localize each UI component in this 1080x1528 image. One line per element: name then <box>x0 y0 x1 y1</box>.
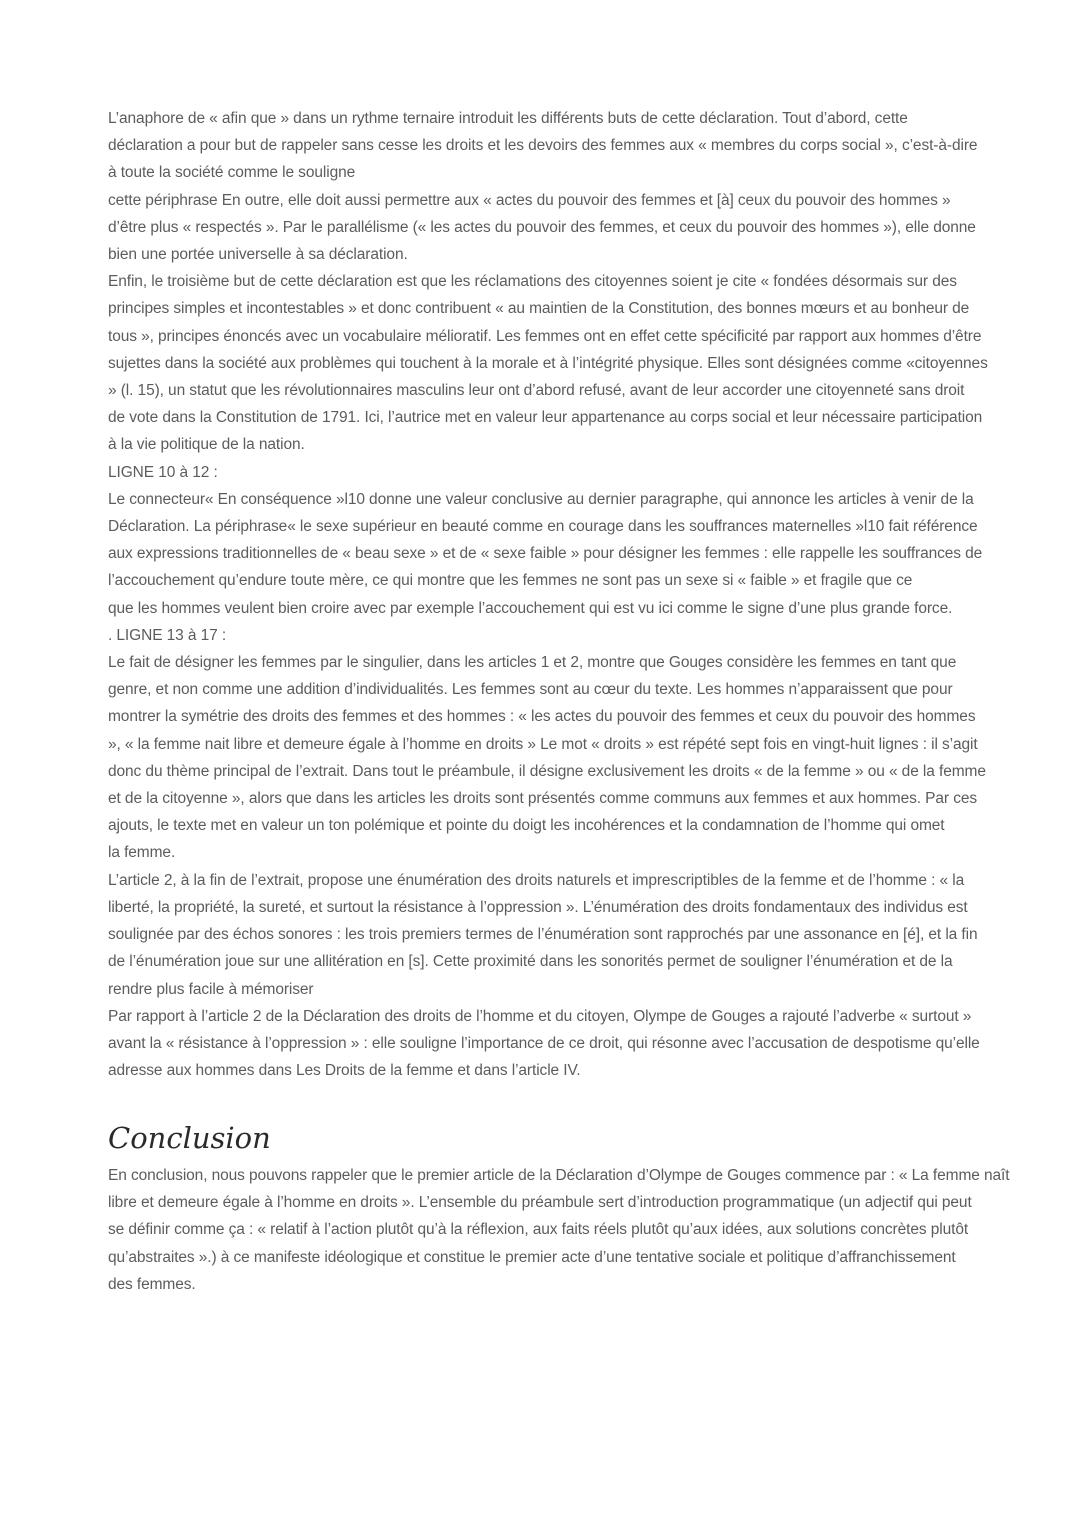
text-line: En conclusion, nous pouvons rappeler que le premier article de la Déclaration d’Olympe de Gouges commence par : « La femme naît <box>108 1167 1010 1184</box>
text-line: avant la « résistance à l’oppression » : elle souligne l’importance de ce droit, qui résonne avec l’accusation de despotisme qu’elle <box>108 1034 980 1052</box>
conclusion-heading: Conclusion <box>108 1121 271 1155</box>
text-line: », « la femme nait libre et demeure égale à l’homme en droits » Le mot « droits » est répété sept fois en vingt-huit lignes : il s’agit <box>108 735 978 753</box>
text-line: se définir comme ça : « relatif à l’action plutôt qu’à la réflexion, aux faits réels plutôt qu’aux idées, aux solutions concrètes plutôt <box>108 1221 969 1239</box>
text-line: donc du thème principal de l’extrait. Dans tout le préambule, il désigne exclusivement les droits « de la femme » ou « de la femme <box>108 762 986 780</box>
text-line: adresse aux hommes dans Les Droits de la femme et dans l’article IV. <box>108 1062 581 1080</box>
text-line: L’anaphore de « afin que » dans un rythme ternaire introduit les différents buts de cette déclaration. Tout d’abord, cette <box>108 110 908 127</box>
text-line: genre, et non comme une addition d’individualités. Les femmes sont au cœur du texte. Les hommes n’apparaissent que pour <box>108 681 953 699</box>
text-line: cette périphrase En outre, elle doit aussi permettre aux « actes du pouvoir des femmes et [à] ceux du pouvoir des hommes » <box>108 191 951 209</box>
text-line: que les hommes veulent bien croire avec par exemple l’accouchement qui est vu ici comme le signe d’une plus grande force. <box>108 599 953 617</box>
text-line: aux expressions traditionnelles de « beau sexe » et de « sexe faible » pour désigner les femmes : elle rappelle les souffrances de <box>108 545 983 563</box>
text-line: à la vie politique de la nation. <box>108 436 305 454</box>
text-line: d’être plus « respectés ». Par le parallélisme (« les actes du pouvoir des femmes, et ceux du pouvoir des hommes »), elle donne <box>108 218 976 236</box>
text-line: libre et demeure égale à l’homme en droits ». L’ensemble du préambule sert d’introduction programmatique (un adjectif qui peut <box>108 1194 972 1212</box>
text-line: des femmes. <box>108 1275 196 1293</box>
text-line: déclaration a pour but de rappeler sans cesse les droits et les devoirs des femmes aux « membres du corps social », c’est-à-dire <box>108 137 978 155</box>
text-line: L’article 2, à la fin de l’extrait, propose une énumération des droits naturels et imprescriptibles de la femme et de l’homme : « la <box>108 871 965 889</box>
text-line: de l’énumération joue sur une allitération en [s]. Cette proximité dans les sonorités permet de souligner l’énumération et de la <box>108 953 953 971</box>
text-line: montrer la symétrie des droits des femmes et des hommes : « les actes du pouvoir des femmes et ceux du pouvoir des hommes <box>108 708 976 726</box>
text-line: » (l. 15), un statut que les révolutionnaires masculins leur ont d’abord refusé, avant de leur accorder une citoyenneté sans droit <box>108 382 965 400</box>
text-line: soulignée par des échos sonores : les trois premiers termes de l’énumération sont rapprochés par une assonance en [é], et la fin <box>108 926 978 944</box>
conclusion-text <box>108 1162 1010 1298</box>
text-line: et de la citoyenne », alors que dans les articles les droits sont présentés comme communs aux femmes et aux hommes. Par ces <box>108 790 978 808</box>
text-line: tous », principes énoncés avec un vocabulaire mélioratif. Les femmes ont en effet cette spécificité par rapport aux hommes d’être <box>108 327 982 345</box>
text-line: Déclaration. La périphrase« le sexe supérieur en beauté comme en courage dans les souffrances maternelles »l10 fait référence <box>108 518 978 536</box>
body-text <box>108 105 988 1084</box>
section-label: LIGNE 10 à 12 : <box>108 463 218 481</box>
text-line: la femme. <box>108 844 176 862</box>
text-line: bien une portée universelle à sa déclaration. <box>108 246 408 264</box>
text-line: liberté, la propriété, la sureté, et surtout la résistance à l’oppression ». L’énumération des droits fondamentaux des individus est <box>108 898 968 916</box>
text-line: à toute la société comme le souligne <box>108 164 356 182</box>
section-label: . LIGNE 13 à 17 : <box>108 626 227 644</box>
text-line: ajouts, le texte met en valeur un ton polémique et pointe du doigt les incohérences et la condamnation de l’homme qui omet <box>108 817 945 835</box>
text-line: Enfin, le troisième but de cette déclaration est que les réclamations des citoyennes soient je cite « fondées désormais sur des <box>108 273 957 291</box>
text-line: Le fait de désigner les femmes par le singulier, dans les articles 1 et 2, montre que Gouges considère les femmes en tant que <box>108 654 957 672</box>
text-line: principes simples et incontestables » et donc contribuent « au maintien de la Constitution, des bonnes mœurs et au bonheur de <box>108 300 970 318</box>
text-line: de vote dans la Constitution de 1791. Ici, l’autrice met en valeur leur appartenance au corps social et leur nécessaire participation <box>108 409 983 427</box>
text-line: rendre plus facile à mémoriser <box>108 980 314 998</box>
text-line: qu’abstraites ».) à ce manifeste idéologique et constitue le premier acte d’une tentative sociale et politique d’affranchissement <box>108 1248 956 1266</box>
text-line: sujettes dans la société aux problèmes qui touchent à la morale et à l’intégrité physique. Elles sont désignées comme «citoyennes <box>108 354 988 372</box>
text-line: Par rapport à l’article 2 de la Déclaration des droits de l’homme et du citoyen, Olympe de Gouges a rajouté l’adverbe « surtout » <box>108 1007 972 1025</box>
text-line: Le connecteur« En conséquence »l10 donne une valeur conclusive au dernier paragraphe, qui annonce les articles à venir de la <box>108 490 974 508</box>
text-line: l’accouchement qu’endure toute mère, ce qui montre que les femmes ne sont pas un sexe si « faible » et fragile que ce <box>108 572 913 590</box>
